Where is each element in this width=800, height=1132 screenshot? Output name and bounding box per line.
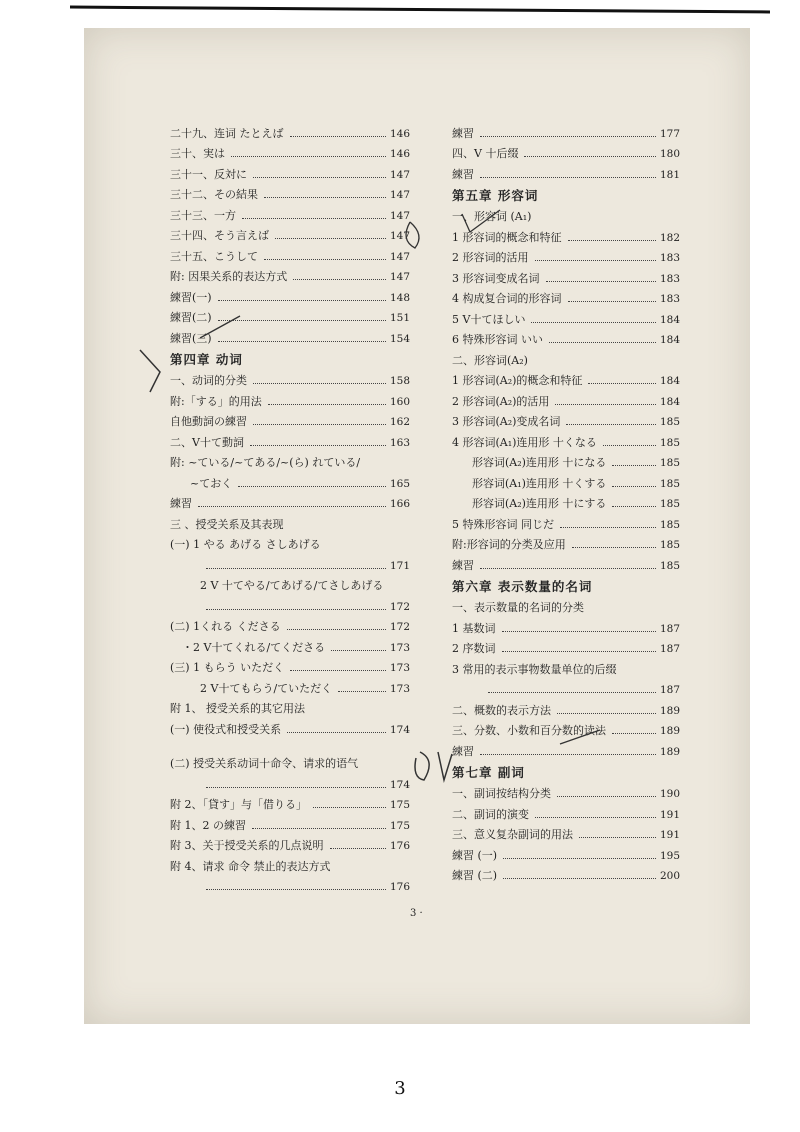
toc-entry-label: 形容词(A₂)连用形 十になる — [472, 456, 607, 469]
toc-entry-page: 146 — [389, 148, 410, 160]
toc-entry-page: 181 — [659, 168, 680, 181]
toc-entry-label: 5 V十てほしい — [452, 312, 526, 326]
toc-entry-label: 3 形容词变成名词 — [452, 271, 540, 285]
scan-page-mark: 3 · — [410, 908, 423, 919]
toc-entry-label: 3 形容词(A₂)变成名词 — [452, 415, 561, 428]
page-number: 3 — [394, 1078, 406, 1099]
pen-mark-8 — [406, 222, 419, 248]
toc-entry-page: 184 — [659, 313, 680, 326]
toc-entry-page: 151 — [389, 312, 410, 324]
toc-subheading: 一、形容词 (A₁) — [452, 210, 532, 223]
toc-entry-page: 166 — [389, 498, 410, 510]
toc-entry-label: 三、意义复杂副词的用法 — [452, 828, 573, 841]
toc-entry-label: 練習 (一) — [452, 848, 498, 862]
toc-entry-label: 練習 — [452, 126, 474, 140]
toc-entry-page: 184 — [659, 375, 680, 387]
toc-entry-page: 185 — [659, 436, 680, 449]
toc-entry-label: 1 形容词的概念和特征 — [452, 230, 562, 244]
toc-entry-label: 附: 因果关系的表达方式 — [170, 270, 288, 283]
toc-entry-page: 187 — [659, 684, 680, 696]
toc-subheading: 三 、授受关系及其表现 — [170, 517, 284, 531]
toc-entry-page: 189 — [659, 745, 680, 758]
toc-entry-page: 191 — [659, 808, 680, 821]
toc-entry-label: 6 特殊形容词 いい — [452, 333, 543, 346]
toc-entry-page: 184 — [659, 395, 680, 408]
toc-subheading: 一、表示数量的名词的分类 — [452, 601, 584, 614]
toc-entry-label: 4 构成复合词的形容词 — [452, 292, 562, 305]
toc-entry-label: 一、副词按结构分类 — [452, 787, 551, 800]
toc-entry-page: 173 — [389, 641, 410, 654]
toc-entry-label: 形容词(A₂)连用形 十にする — [472, 497, 607, 510]
toc-entry-page: 147 — [389, 250, 410, 263]
toc-entry-page: 147 — [389, 271, 410, 283]
pen-mark-check-2 — [560, 730, 600, 744]
pen-mark-chapter4 — [140, 350, 160, 392]
toc-subheading: 附 4、请求 命令 禁止的表达方式 — [170, 859, 331, 873]
pen-mark-check-1 — [200, 316, 240, 338]
chapter-heading: 第五章 形容词 — [452, 187, 539, 203]
toc-entry-page: 185 — [659, 457, 680, 469]
toc-entry-page: 173 — [389, 662, 410, 674]
toc-entry-page: 185 — [659, 416, 680, 428]
toc-entry-label: 三十四、そう言えば — [170, 229, 269, 242]
toc-entry-page: 172 — [389, 621, 410, 633]
toc-entry-label: 自他動詞の練習 — [170, 415, 247, 428]
toc-entry-label: (一) 使役式和授受关系 — [170, 722, 282, 736]
toc-entry-label: 5 特殊形容词 同じだ — [452, 517, 554, 531]
toc-entry-label: 二十九、连词 たとえば — [170, 126, 284, 140]
toc-entry-label: 練習 — [170, 497, 192, 510]
toc-entry-page: 195 — [659, 849, 680, 862]
toc-subheading: (一) 1 やる あげる さしあげる — [170, 538, 321, 551]
toc-entry-page: 189 — [659, 725, 680, 737]
toc-entry-page: 185 — [659, 477, 680, 490]
toc-entry-label: 練習(二) — [170, 311, 212, 324]
toc-entry-label: 三十三、一方 — [170, 208, 236, 222]
toc-entry-label: 三十五、こうして — [170, 249, 258, 263]
toc-entry-label: (二) 1くれる くださる — [170, 620, 281, 633]
toc-entry-page: 165 — [389, 477, 410, 490]
toc-entry-page: 183 — [659, 293, 680, 305]
toc-entry-page: 173 — [389, 682, 410, 695]
toc-entry-label: 練習 — [452, 558, 474, 572]
toc-entry-page: 184 — [659, 334, 680, 346]
toc-entry-page: 147 — [389, 230, 410, 242]
toc-entry-label: 練習 (二) — [452, 869, 498, 882]
toc-entry-label: 形容词(A₁)连用形 十くする — [472, 476, 607, 490]
chapter-heading: 第七章 副词 — [452, 764, 525, 780]
toc-entry-label: 練習(一) — [170, 290, 212, 304]
chapter-heading: 第四章 动词 — [170, 351, 243, 367]
toc-entry-label: 附:形容词的分类及应用 — [452, 538, 566, 551]
toc-entry-page: 162 — [389, 416, 410, 428]
toc-entry-label: 附 2、「貸す」与「借りる」 — [170, 798, 307, 811]
toc-entry-page: 176 — [389, 881, 410, 893]
toc-entry-page: 158 — [389, 375, 410, 387]
toc-entry-label: 附 3、关于授受关系的几点说明 — [170, 839, 324, 852]
toc-subheading: (二) 授受关系动词十命令、请求的语气 — [170, 757, 359, 770]
toc-entry-label: 附 1、2 の練習 — [170, 818, 246, 832]
toc-entry-label: 二、副词的演变 — [452, 807, 529, 821]
toc-entry-label: 4 形容词(A₁)连用形 十くなる — [452, 435, 597, 449]
toc-entry-page: 148 — [389, 291, 410, 304]
toc-subheading: 二、形容词(A₂) — [452, 353, 528, 367]
toc-entry-label: 附:「する」的用法 — [170, 394, 262, 408]
toc-subheading: 附: ~ている/~てある/~(ら) れている/ — [170, 456, 361, 469]
toc-entry-page: 185 — [659, 498, 680, 510]
toc-subheading: 附 1、 授受关系的其它用法 — [170, 702, 305, 715]
toc-entry-page: 200 — [659, 870, 680, 882]
toc-entry-page: 176 — [389, 840, 410, 852]
toc-entry-label: 1 基数词 — [452, 621, 496, 635]
toc-entry-label: 三、分数、小数和百分数的读法 — [452, 724, 606, 737]
toc-entry-label: (三) 1 もらう いただく — [170, 661, 285, 674]
toc-subheading: 2 V 十てやる/てあげる/てさしあげる — [200, 579, 384, 592]
toc-entry-label: 1 形容词(A₂)的概念和特征 — [452, 374, 583, 387]
pen-check-mark — [462, 210, 500, 232]
toc-entry-page: 177 — [659, 127, 680, 140]
toc-entry-label: 2 形容词(A₂)的活用 — [452, 394, 550, 408]
toc-entry-page: 187 — [659, 643, 680, 655]
pen-mark-9 — [415, 752, 452, 780]
toc-entry-page: 175 — [389, 799, 410, 811]
toc-entry-label: 三十、実は — [170, 147, 225, 160]
toc-entry-label: 一、动词的分类 — [170, 374, 247, 387]
toc-entry-page: 175 — [389, 819, 410, 832]
toc-entry-label: 三十一、反対に — [170, 167, 247, 181]
toc-entry-label: ・2 V十てくれる/てくださる — [182, 640, 326, 654]
toc-entry-label: 練習(三) — [170, 331, 212, 345]
chapter-heading: 第六章 表示数量的名词 — [452, 578, 593, 594]
toc-entry-label: 三十二、その結果 — [170, 188, 258, 201]
toc-entry-label: ~ておく — [190, 476, 233, 490]
toc-entry-label: 練習 — [452, 167, 474, 181]
toc-entry-page: 160 — [389, 395, 410, 408]
toc-entry-page: 191 — [659, 829, 680, 841]
toc-entry-label: 二、V十て動詞 — [170, 435, 244, 449]
toc-entry-label: 二、概数的表示方法 — [452, 703, 551, 717]
toc-entry-page: 154 — [389, 332, 410, 345]
toc-entry-page: 183 — [659, 252, 680, 264]
toc-entry-page: 171 — [389, 559, 410, 572]
toc-entry-page: 147 — [389, 209, 410, 222]
toc-entry-page: 185 — [659, 559, 680, 572]
toc-entry-page: 182 — [659, 231, 680, 244]
toc-entry-page: 174 — [389, 778, 410, 791]
toc-entry-page: 185 — [659, 518, 680, 531]
toc-entry-page: 187 — [659, 622, 680, 635]
toc-entry-label: 2 V十てもらう/ていただく — [200, 681, 333, 695]
toc-entry-page: 183 — [659, 272, 680, 285]
toc-entry-page: 174 — [389, 723, 410, 736]
toc-entry-page: 180 — [659, 148, 680, 160]
toc-entry-page: 189 — [659, 704, 680, 717]
toc-subheading: 3 常用的表示事物数量单位的后缀 — [452, 662, 617, 676]
toc-entry-page: 172 — [389, 600, 410, 613]
toc-entry-page: 163 — [389, 436, 410, 449]
toc-entry-label: 2 序数词 — [452, 642, 496, 655]
toc-entry-page: 147 — [389, 168, 410, 181]
toc-entry-page: 185 — [659, 539, 680, 551]
toc-entry-label: 練習 — [452, 744, 474, 758]
toc-entry-label: 2 形容词的活用 — [452, 251, 529, 264]
toc-entry-label: 四、V 十后缀 — [452, 147, 519, 160]
toc-entry-page: 190 — [659, 788, 680, 800]
toc-entry-page: 146 — [389, 127, 410, 140]
toc-entry-page: 147 — [389, 189, 410, 201]
